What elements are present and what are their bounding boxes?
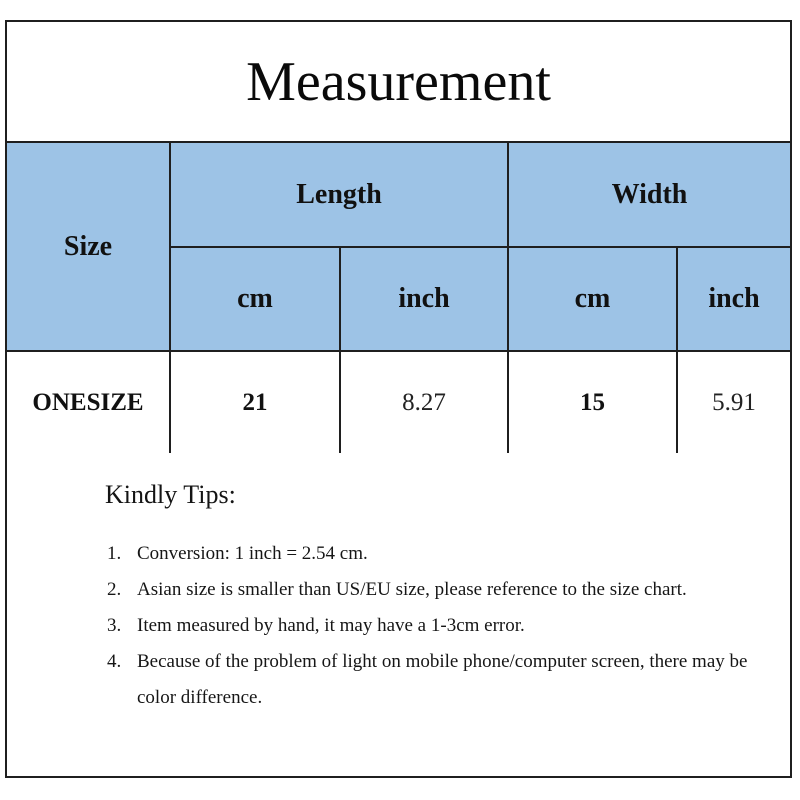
width-inch-value-cell: 5.91: [677, 351, 790, 453]
header-row-groups: [7, 143, 790, 247]
title-row: [7, 22, 790, 143]
table-row: [7, 351, 790, 453]
width-header-cell: Width: [508, 143, 790, 247]
tip-item-2-text: Asian size is smaller than US/EU size, please reference to the size chart.: [137, 578, 687, 600]
tip-item-1: [107, 536, 767, 572]
length-inch-value-cell: 8.27: [340, 351, 508, 453]
tip-item-3-text: Item measured by hand, it may have a 1-3cm error.: [137, 614, 525, 636]
tip-item-3: [107, 608, 767, 644]
page-title: Measurement: [246, 50, 551, 113]
tip-item-2: [107, 572, 767, 608]
tip-item-1-text: Conversion: 1 inch = 2.54 cm.: [137, 542, 368, 564]
chart-frame: [5, 20, 792, 778]
size-value-cell: ONESIZE: [7, 351, 170, 453]
measurement-table: [7, 143, 790, 453]
tips-section: [7, 453, 790, 716]
length-cm-header-cell: cm: [170, 247, 340, 351]
width-inch-header-cell: inch: [677, 247, 790, 351]
length-inch-header-cell: inch: [340, 247, 508, 351]
tip-item-4-text: Because of the problem of light on mobile phone/computer screen, there may be color difference.: [137, 650, 748, 708]
size-header-cell: Size: [7, 143, 170, 351]
width-cm-header-cell: cm: [508, 247, 677, 351]
tips-heading: Kindly Tips:: [105, 480, 236, 509]
tips-list: [107, 536, 767, 716]
length-cm-value-cell: 21: [170, 351, 340, 453]
width-cm-value-cell: 15: [508, 351, 677, 453]
length-header-cell: Length: [170, 143, 508, 247]
tip-item-4: [107, 644, 767, 716]
